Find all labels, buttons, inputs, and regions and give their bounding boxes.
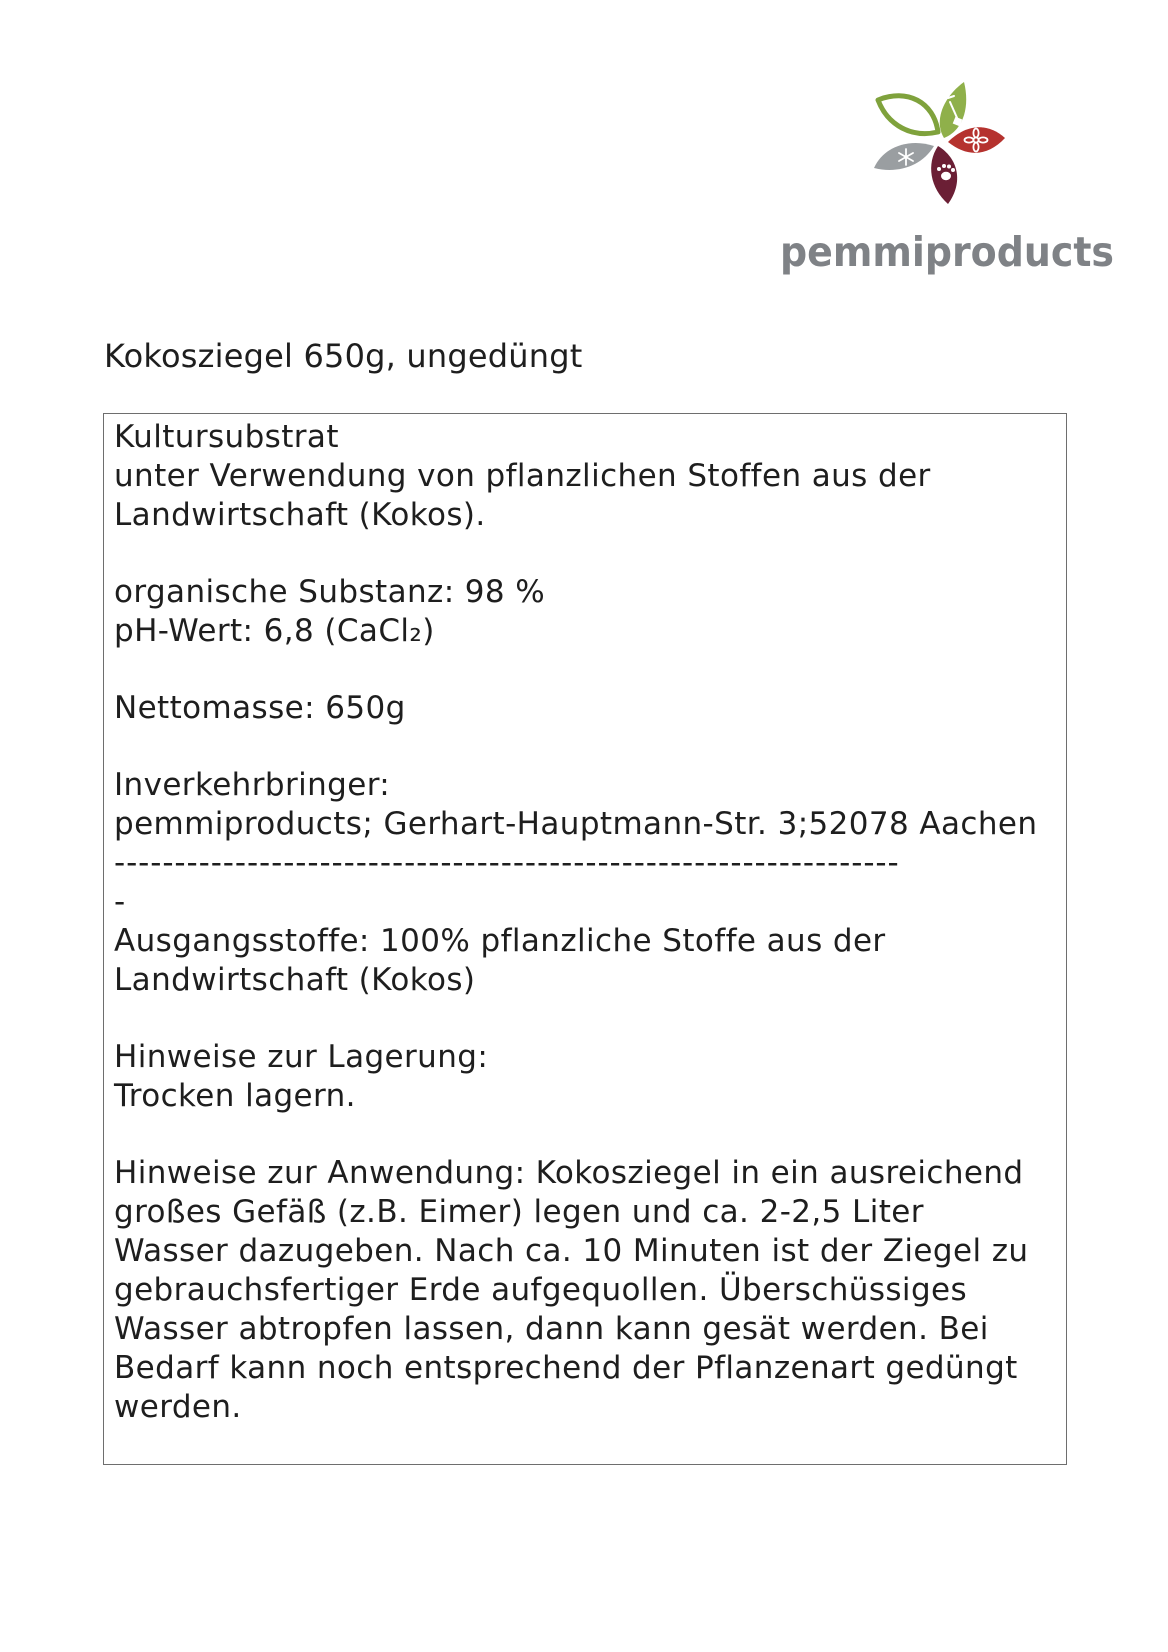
usage-line: Wasser dazugeben. Nach ca. 10 Minuten ist der Ziegel zu [114,1233,1029,1269]
storage-text: Trocken lagern. [114,1078,356,1114]
ingredients-line: Ausgangsstoffe: 100% pflanzliche Stoffe aus der [114,923,886,959]
usage-line: Bedarf kann noch entsprechend der Pflanzenart gedüngt [114,1350,1018,1386]
spacer [114,1000,1064,1038]
usage-line: gebrauchsfertiger Erde aufgequollen. Überschüssiges [114,1272,968,1308]
leaf-logo-icon [872,80,1017,215]
product-title: Kokosziegel 650g, ungedüngt [104,337,583,375]
usage-line: Wasser abtropfen lassen, dann kann gesät werden. Bei [114,1311,989,1347]
brand-logo [772,80,1132,280]
composition-line: unter Verwendung von pflanzlichen Stoffen aus der [114,458,931,494]
spacer [114,535,1064,573]
usage-line: werden. [114,1389,242,1425]
usage-line: Hinweise zur Anwendung: Kokosziegel in ein ausreichend [114,1155,1024,1191]
separator-line: ----------------------------------------------------------------- [114,845,900,881]
label-content [114,418,1064,1427]
storage-heading: Hinweise zur Lagerung: [114,1039,489,1075]
composition-line: Landwirtschaft (Kokos). [114,497,486,533]
spacer [114,1116,1064,1154]
organic-matter: organische Substanz: 98 % [114,574,546,610]
spacer [114,651,1064,689]
product-label-box [103,413,1067,1465]
net-mass: Nettomasse: 650g [114,690,406,726]
separator-line: - [114,884,126,920]
substrate-type: Kultursubstrat [114,419,339,455]
usage-line: großes Gefäß (z.B. Eimer) legen und ca. 2-2,5 Liter [114,1194,924,1230]
brand-wordmark [778,222,1128,282]
svg-text:pemmiproducts: pemmiproducts [780,228,1114,276]
ingredients-line: Landwirtschaft (Kokos) [114,962,476,998]
leaf-red [948,127,1005,153]
leaf-outline-icon [878,96,938,134]
ph-value: pH-Wert: 6,8 (CaCl₂) [114,613,435,649]
spacer [114,728,1064,766]
distributor-heading: Inverkehrbringer: [114,767,391,803]
distributor-address: pemmiproducts; Gerhart-Hauptmann-Str. 3;52078 Aachen [114,806,1038,842]
